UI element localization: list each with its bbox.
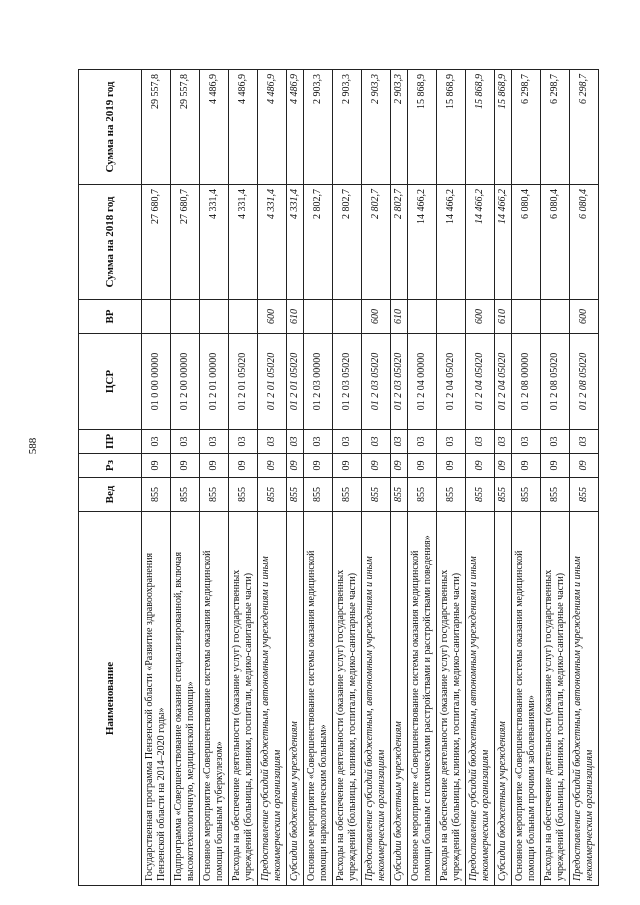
cell-rz: 09	[437, 454, 466, 478]
cell-rz: 09	[512, 454, 541, 478]
cell-vr: 610	[495, 300, 512, 334]
cell-name: Расходы на обеспечение деятельности (оказание услуг) государственных учреждений (больницы, клиники, госпитали, медико-санитарные части)	[333, 512, 362, 886]
cell-rz: 09	[408, 454, 437, 478]
cell-csr: 01 2 03 05020	[391, 334, 408, 430]
table-row	[304, 70, 333, 886]
cell-sum-2018: 6 080,4	[570, 185, 599, 300]
cell-ved: 855	[258, 478, 287, 512]
cell-vr	[437, 300, 466, 334]
cell-name: Расходы на обеспечение деятельности (оказание услуг) государственных учреждений (больницы, клиники, госпитали, медико-санитарные части)	[541, 512, 570, 886]
cell-rz: 09	[570, 454, 599, 478]
cell-csr: 01 2 01 05020	[229, 334, 258, 430]
cell-sum-2019: 6 298,7	[541, 70, 570, 185]
cell-pr: 03	[512, 430, 541, 454]
cell-name: Основное мероприятие «Совершенствование системы оказания медицинской помощи больным с психическими расстройствами и расстройствами поведения»	[408, 512, 437, 886]
cell-sum-2018: 2 802,7	[362, 185, 391, 300]
page-number: 588	[27, 437, 39, 455]
cell-csr: 01 2 08 00000	[512, 334, 541, 430]
table-row	[512, 70, 541, 886]
cell-ved: 855	[287, 478, 304, 512]
cell-pr: 03	[229, 430, 258, 454]
cell-pr: 03	[391, 430, 408, 454]
cell-sum-2018: 4 331,4	[287, 185, 304, 300]
cell-rz: 09	[541, 454, 570, 478]
cell-ved: 855	[200, 478, 229, 512]
cell-sum-2018: 27 680,7	[142, 185, 171, 300]
cell-pr: 03	[304, 430, 333, 454]
cell-csr: 01 2 00 00000	[171, 334, 200, 430]
cell-rz: 09	[229, 454, 258, 478]
cell-name: Предоставление субсидий бюджетным, автономным учреждениям и иным некоммерческим организациям	[570, 512, 599, 886]
cell-name: Расходы на обеспечение деятельности (оказание услуг) государственных учреждений (больницы, клиники, госпитали, медико-санитарные части)	[437, 512, 466, 886]
cell-sum-2019: 29 557,8	[142, 70, 171, 185]
cell-sum-2019: 2 903,3	[362, 70, 391, 185]
cell-sum-2018: 14 466,2	[495, 185, 512, 300]
cell-csr: 01 2 04 05020	[466, 334, 495, 430]
cell-name: Основное мероприятие «Совершенствование системы оказания медицинской помощи больным прочими заболеваниями»	[512, 512, 541, 886]
cell-vr	[229, 300, 258, 334]
cell-sum-2019: 4 486,9	[200, 70, 229, 185]
cell-csr: 01 2 03 05020	[333, 334, 362, 430]
cell-vr	[333, 300, 362, 334]
cell-name: Основное мероприятие «Совершенствование системы оказания медицинской помощи наркологическим больным»	[304, 512, 333, 886]
cell-sum-2019: 4 486,9	[287, 70, 304, 185]
cell-csr: 01 2 03 05020	[362, 334, 391, 430]
cell-pr: 03	[200, 430, 229, 454]
table-row	[570, 70, 599, 886]
header-rz: Рз	[79, 454, 142, 478]
cell-vr	[142, 300, 171, 334]
cell-pr: 03	[287, 430, 304, 454]
cell-name: Основное мероприятие «Совершенствование системы оказания медицинской помощи больным туберкулезом»	[200, 512, 229, 886]
cell-name: Подпрограмма «Совершенствование оказания специализированной, включая высокотехнологичную, медицинской помощи»	[171, 512, 200, 886]
cell-sum-2019: 6 298,7	[570, 70, 599, 185]
cell-rz: 09	[200, 454, 229, 478]
cell-sum-2018: 4 331,4	[200, 185, 229, 300]
table-row	[287, 70, 304, 886]
cell-csr: 01 2 04 00000	[408, 334, 437, 430]
table-row	[258, 70, 287, 886]
header-sum-2018: Сумма на 2018 год	[79, 185, 142, 300]
cell-ved: 855	[466, 478, 495, 512]
cell-pr: 03	[408, 430, 437, 454]
cell-ved: 855	[333, 478, 362, 512]
cell-pr: 03	[142, 430, 171, 454]
cell-csr: 01 2 03 00000	[304, 334, 333, 430]
cell-sum-2018: 4 331,4	[229, 185, 258, 300]
cell-vr: 610	[391, 300, 408, 334]
header-sum-2019: Сумма на 2019 год	[79, 70, 142, 185]
table-body	[142, 70, 599, 886]
cell-name: Предоставление субсидий бюджетным, автономным учреждениям и иным некоммерческим организациям	[258, 512, 287, 886]
cell-pr: 03	[258, 430, 287, 454]
cell-pr: 03	[333, 430, 362, 454]
cell-ved: 855	[142, 478, 171, 512]
cell-sum-2019: 2 903,3	[304, 70, 333, 185]
cell-rz: 09	[287, 454, 304, 478]
table-row	[437, 70, 466, 886]
cell-csr: 01 2 01 00000	[200, 334, 229, 430]
cell-sum-2018: 14 466,2	[437, 185, 466, 300]
cell-ved: 855	[362, 478, 391, 512]
header-name: Наименование	[79, 512, 142, 886]
table-row	[333, 70, 362, 886]
cell-name: Предоставление субсидий бюджетным, автономным учреждениям и иным некоммерческим организациям	[466, 512, 495, 886]
cell-sum-2018: 6 080,4	[512, 185, 541, 300]
cell-ved: 855	[541, 478, 570, 512]
cell-pr: 03	[362, 430, 391, 454]
cell-vr	[171, 300, 200, 334]
cell-name: Расходы на обеспечение деятельности (оказание услуг) государственных учреждений (больницы, клиники, госпитали, медико-санитарные части)	[229, 512, 258, 886]
table-row	[200, 70, 229, 886]
cell-sum-2018: 2 802,7	[391, 185, 408, 300]
cell-ved: 855	[570, 478, 599, 512]
cell-sum-2018: 6 080,4	[541, 185, 570, 300]
cell-pr: 03	[541, 430, 570, 454]
cell-rz: 09	[333, 454, 362, 478]
cell-sum-2018: 27 680,7	[171, 185, 200, 300]
cell-rz: 09	[258, 454, 287, 478]
table-row	[466, 70, 495, 886]
cell-csr: 01 2 08 05020	[541, 334, 570, 430]
cell-ved: 855	[391, 478, 408, 512]
cell-sum-2019: 4 486,9	[229, 70, 258, 185]
cell-ved: 855	[304, 478, 333, 512]
cell-sum-2018: 14 466,2	[466, 185, 495, 300]
header-vr: ВР	[79, 300, 142, 334]
cell-rz: 09	[171, 454, 200, 478]
cell-pr: 03	[171, 430, 200, 454]
cell-ved: 855	[229, 478, 258, 512]
cell-ved: 855	[512, 478, 541, 512]
cell-name: Субсидии бюджетным учреждениям	[287, 512, 304, 886]
cell-sum-2019: 15 868,9	[408, 70, 437, 185]
table-row	[391, 70, 408, 886]
cell-vr	[304, 300, 333, 334]
header-csr: ЦСР	[79, 334, 142, 430]
cell-sum-2018: 2 802,7	[304, 185, 333, 300]
cell-pr: 03	[437, 430, 466, 454]
cell-csr: 01 2 01 05020	[287, 334, 304, 430]
cell-rz: 09	[391, 454, 408, 478]
cell-sum-2019: 15 868,9	[495, 70, 512, 185]
table-row	[408, 70, 437, 886]
cell-vr: 610	[287, 300, 304, 334]
table-row	[171, 70, 200, 886]
cell-csr: 01 2 08 05020	[570, 334, 599, 430]
cell-vr	[200, 300, 229, 334]
cell-pr: 03	[570, 430, 599, 454]
table-row	[495, 70, 512, 886]
cell-sum-2018: 2 802,7	[333, 185, 362, 300]
cell-rz: 09	[142, 454, 171, 478]
cell-vr: 600	[362, 300, 391, 334]
cell-ved: 855	[495, 478, 512, 512]
cell-vr	[541, 300, 570, 334]
cell-vr: 600	[466, 300, 495, 334]
cell-name: Субсидии бюджетным учреждениям	[495, 512, 512, 886]
cell-rz: 09	[495, 454, 512, 478]
table-row	[362, 70, 391, 886]
cell-csr: 01 2 04 05020	[495, 334, 512, 430]
cell-csr: 01 2 01 05020	[258, 334, 287, 430]
budget-table	[78, 69, 599, 886]
table-header-row	[79, 70, 142, 886]
cell-sum-2019: 15 868,9	[466, 70, 495, 185]
cell-ved: 855	[171, 478, 200, 512]
budget-table-rotated	[78, 70, 595, 886]
cell-csr: 01 0 00 00000	[142, 334, 171, 430]
header-pr: ПР	[79, 430, 142, 454]
table-row	[541, 70, 570, 886]
cell-sum-2018: 14 466,2	[408, 185, 437, 300]
cell-sum-2019: 2 903,3	[391, 70, 408, 185]
cell-rz: 09	[362, 454, 391, 478]
cell-name: Государственная программа Пензенской области «Развитие здравоохранения Пензенской области на 2014–2020 годы»	[142, 512, 171, 886]
table-row	[142, 70, 171, 886]
cell-pr: 03	[495, 430, 512, 454]
cell-name: Предоставление субсидий бюджетным, автономным учреждениям и иным некоммерческим организациям	[362, 512, 391, 886]
cell-sum-2019: 4 486,9	[258, 70, 287, 185]
cell-sum-2019: 2 903,3	[333, 70, 362, 185]
cell-sum-2019: 15 868,9	[437, 70, 466, 185]
cell-ved: 855	[437, 478, 466, 512]
cell-pr: 03	[466, 430, 495, 454]
cell-rz: 09	[466, 454, 495, 478]
cell-vr	[512, 300, 541, 334]
header-ved: Вед	[79, 478, 142, 512]
cell-sum-2019: 29 557,8	[171, 70, 200, 185]
cell-vr	[408, 300, 437, 334]
cell-vr: 600	[258, 300, 287, 334]
cell-csr: 01 2 04 05020	[437, 334, 466, 430]
cell-ved: 855	[408, 478, 437, 512]
table-row	[229, 70, 258, 886]
cell-vr: 600	[570, 300, 599, 334]
cell-rz: 09	[304, 454, 333, 478]
cell-name: Субсидии бюджетным учреждениям	[391, 512, 408, 886]
cell-sum-2019: 6 298,7	[512, 70, 541, 185]
cell-sum-2018: 4 331,4	[258, 185, 287, 300]
